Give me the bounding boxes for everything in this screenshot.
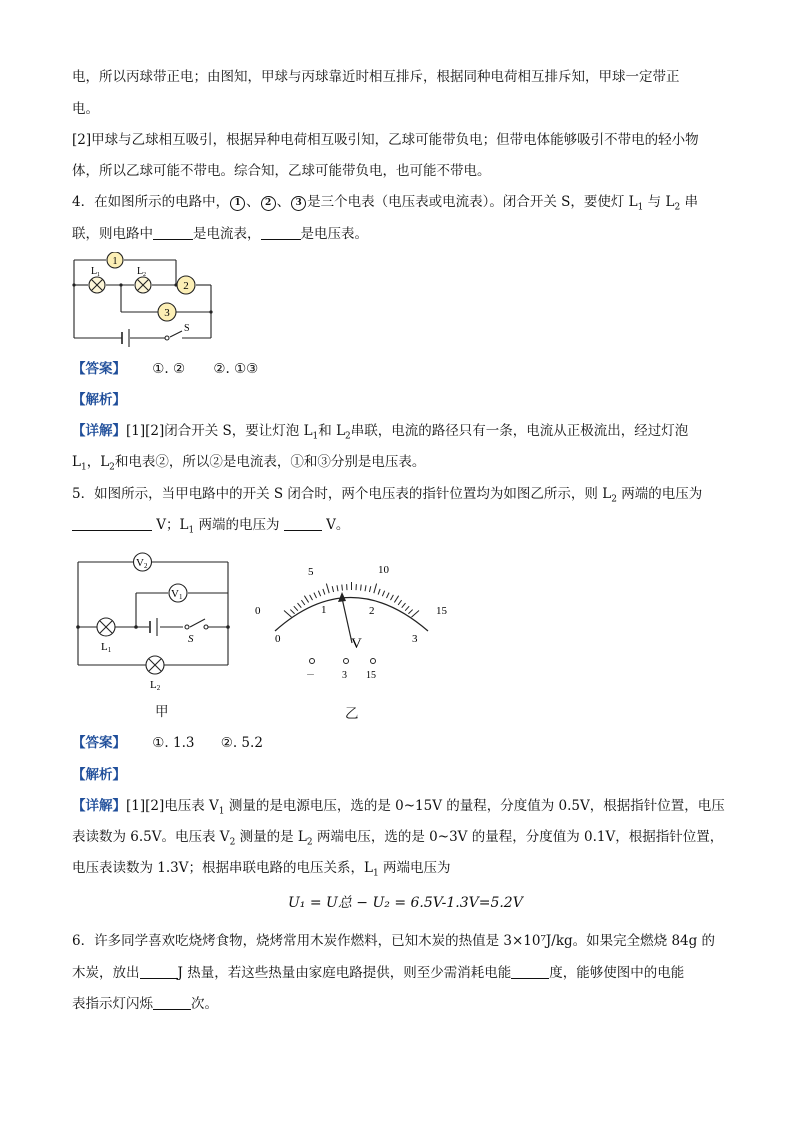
answer-value: ②. ①③ (213, 361, 259, 377)
dial-tick (365, 585, 366, 591)
detail-label: 【详解】 (72, 798, 126, 814)
q4-detail-line1: 【详解】[1][2]闭合开关 S，要让灯泡 $L_1$和 $L_2$串联，电流的路径只有一条，电流从正极流出，经过灯泡 (72, 423, 689, 442)
q4-stem-line1: 4．在如图所示的电路中， 1 、 2 、 3 是三个电表（电压表或电流表）。闭合开关 S，要使灯 $L_1$ 与 $L_2$ 串 (72, 194, 698, 213)
top-tick-label: 0 (255, 605, 261, 617)
text: 与 L (643, 194, 675, 210)
text: 测量的是电源电压，选的是 0~15V 的量程，分度值为 0.5V，根据指针位置，电压 (224, 798, 725, 814)
unit-label: V (351, 636, 362, 652)
dial-tick (378, 589, 380, 595)
analysis-label: 【解析】 (72, 767, 126, 783)
text: 是电流表， (193, 226, 261, 242)
text: 两端电压为 (378, 860, 451, 876)
text: 两端的电压为 (194, 517, 284, 533)
dial-tick (301, 600, 304, 605)
answer-label: 【答案】 (72, 361, 126, 377)
text: V。 (321, 517, 350, 533)
text: 表指示灯闪烁 (72, 996, 153, 1012)
answer-blank[interactable] (261, 227, 301, 240)
text: 次。 (191, 996, 218, 1012)
voltmeter-v2-label: V2 (136, 557, 148, 570)
fig-label-yi: 乙 (345, 706, 359, 722)
dial-tick (298, 603, 302, 608)
q4-answer (72, 360, 258, 378)
needle-tip (338, 592, 346, 602)
text: 联，则电路中 (72, 226, 153, 242)
top-tick-label: 15 (436, 605, 447, 617)
fig-label-jia: 甲 (155, 704, 169, 720)
text: 两端的电压为 (616, 486, 703, 502)
q5-answer (72, 734, 263, 752)
q5-stem-line2: V；$L_1$ 两端的电压为 V。 (72, 516, 349, 540)
meter-mark-3: 3 (291, 196, 306, 211)
dial-tick (294, 606, 298, 610)
dial-tick (314, 593, 317, 598)
subscript: 1 (97, 272, 100, 278)
dial-tick (342, 585, 343, 591)
dial-tick (361, 585, 362, 591)
answer-blank[interactable] (140, 966, 178, 979)
voltmeter-v1-label: V1 (171, 588, 183, 601)
q4-stem-line2 (72, 225, 368, 243)
q5-detail-line2: 表读数为 6.5V。电压表 $V_2$ 测量的是 $L_2$ 两端电压，选的是 0~3V 的量程，分度值为 0.1V，根据指针位置， (72, 829, 724, 848)
answer-label: 【答案】 (72, 735, 126, 751)
text: ，L (86, 454, 110, 470)
bottom-tick-label: 0 (275, 633, 281, 645)
subscript: 2 (143, 272, 146, 278)
answer-value: ①. 1.3 (152, 735, 195, 751)
answer-blank[interactable] (511, 966, 549, 979)
text: 是三个电表（电压表或电流表）。闭合开关 S，要使灯 L (307, 194, 638, 210)
text: J 热量，若这些热量由家庭电路提供，则至少需消耗电能 (177, 965, 512, 981)
answer-blank[interactable] (153, 997, 191, 1010)
terminal-label: 15 (366, 670, 376, 681)
dial-tick (398, 600, 401, 605)
dial-tick (412, 610, 420, 617)
dial-tick (310, 595, 313, 600)
lamp-l2-label: L (137, 266, 144, 277)
text: 4．在如图所示的电路中， (72, 194, 230, 210)
text: 表读数为 6.5V。电压表 V (72, 829, 230, 845)
text: [1][2]电压表 V (126, 798, 219, 814)
top-tick-label: 5 (308, 566, 314, 578)
text-line: 电，所以丙球带正电；由图知，甲球与丙球靠近时相互排斥，根据同种电荷相互排斥知，甲球一定带正 (72, 69, 680, 85)
switch-s-label: S (188, 633, 194, 645)
meter-3-label: 3 (164, 307, 170, 319)
dial-tick (304, 596, 308, 603)
text: 5．如图所示，当甲电路中的开关 S 闭合时，两个电压表的指针位置均为如图乙所示，则 L (72, 486, 612, 502)
q5-detail-line1: 【详解】[1][2]电压表 $V_1$ 测量的是电源电压，选的是 0~15V 的量程，分度值为 0.5V，根据指针位置，电压 (72, 798, 725, 817)
answer-value: ②. 5.2 (220, 735, 263, 751)
meter-1-label: 1 (112, 256, 118, 267)
top-tick-label: 10 (378, 564, 389, 576)
dial-tick (337, 585, 338, 591)
q4-circuit-diagram (66, 252, 226, 352)
answer-value: ①. ② (152, 361, 186, 377)
answer-blank[interactable] (153, 227, 193, 240)
bottom-tick-label: 3 (412, 633, 418, 645)
dial-tick (323, 589, 325, 595)
q5-detail-line3: 电压表读数为 1.3V；根据串联电路的电压关系，$L_1$ 两端电压为 (72, 860, 451, 879)
meter-2-label: 2 (183, 280, 189, 292)
text-line: 电。 (72, 101, 99, 117)
dial-tick (394, 596, 398, 603)
answer-blank[interactable] (72, 518, 152, 531)
dial-tick (386, 593, 389, 598)
text: 串 (680, 194, 698, 210)
dial-tick (382, 591, 384, 597)
dial-tick (408, 610, 412, 614)
text-line: 体，所以乙球可能不带电。综合知，乙球可能带负电，也可能不带电。 (72, 163, 491, 179)
text: V；L (152, 517, 189, 533)
meter-mark-1: 1 (230, 196, 245, 211)
dial-tick (405, 606, 409, 610)
text: 和 L (318, 423, 346, 439)
bottom-tick-label: 1 (321, 604, 327, 616)
q5-stem-line1: 5．如图所示，当甲电路中的开关 S 闭合时，两个电压表的指针位置均为如图乙所示，则 $L_2$ 两端的电压为 (72, 486, 703, 505)
dial-tick (374, 584, 377, 594)
text: [1][2]闭合开关 S，要让灯泡 L (126, 423, 313, 439)
text: 两端电压，选的是 0~3V 的量程，分度值为 0.1V，根据指针位置， (312, 829, 724, 845)
text: 测量的是 L (235, 829, 307, 845)
detail-label: 【详解】 (72, 423, 126, 439)
meter-mark-2: 2 (261, 196, 276, 211)
lamp-l2-label: L2 (150, 679, 161, 692)
text-line: [2]甲球与乙球相互吸引，根据异种电荷相互吸引知，乙球可能带负电；但带电体能够吸引不带电的轻小物 (72, 132, 699, 148)
lamp-l1-label: L (91, 266, 98, 277)
text: L (72, 454, 81, 470)
q6-stem-line2 (72, 964, 684, 982)
q6-stem-line3 (72, 995, 218, 1013)
answer-blank[interactable] (284, 518, 322, 531)
text: 度，能够使图中的电能 (549, 965, 685, 981)
dial-tick (326, 584, 329, 594)
dial-tick (390, 595, 393, 600)
text: 串联，电流的路径只有一条，电流从正极流出，经过灯泡 (350, 423, 689, 439)
q4-detail-line2: $L_1$，$L_2$和电表②，所以②是电流表，①和③分别是电压表。 (72, 454, 426, 473)
text: 是电压表。 (300, 226, 368, 242)
dial-tick (284, 610, 292, 617)
dial-tick (369, 586, 370, 592)
lamp-l1-label: L1 (101, 641, 112, 654)
dial-tick (332, 586, 333, 592)
text: 木炭，放出 (72, 965, 140, 981)
terminal-label: － (306, 670, 316, 680)
q5-circuit-diagram (70, 545, 240, 695)
formula: U₁ = U总 − U₂ = 6.5V-1.3V=5.2V (288, 895, 523, 911)
text: 电压表读数为 1.3V；根据串联电路的电压关系，L (72, 860, 373, 876)
terminal-label: 3 (342, 670, 347, 681)
switch-s-label: S (184, 323, 190, 334)
dial-tick (290, 610, 294, 614)
q6-stem-line1: 6．许多同学喜欢吃烧烤食物，烧烤常用木炭作燃料，已知木炭的热值是 3×10⁷J/kg。如果完全燃烧 84g 的 (72, 933, 716, 949)
dial-tick (318, 591, 320, 597)
bottom-tick-label: 2 (369, 605, 375, 617)
analysis-label: 【解析】 (72, 392, 126, 408)
text: 和电表②，所以②是电流表，①和③分别是电压表。 (114, 454, 426, 470)
voltmeter-dial (250, 558, 460, 683)
dial-tick (402, 603, 406, 608)
